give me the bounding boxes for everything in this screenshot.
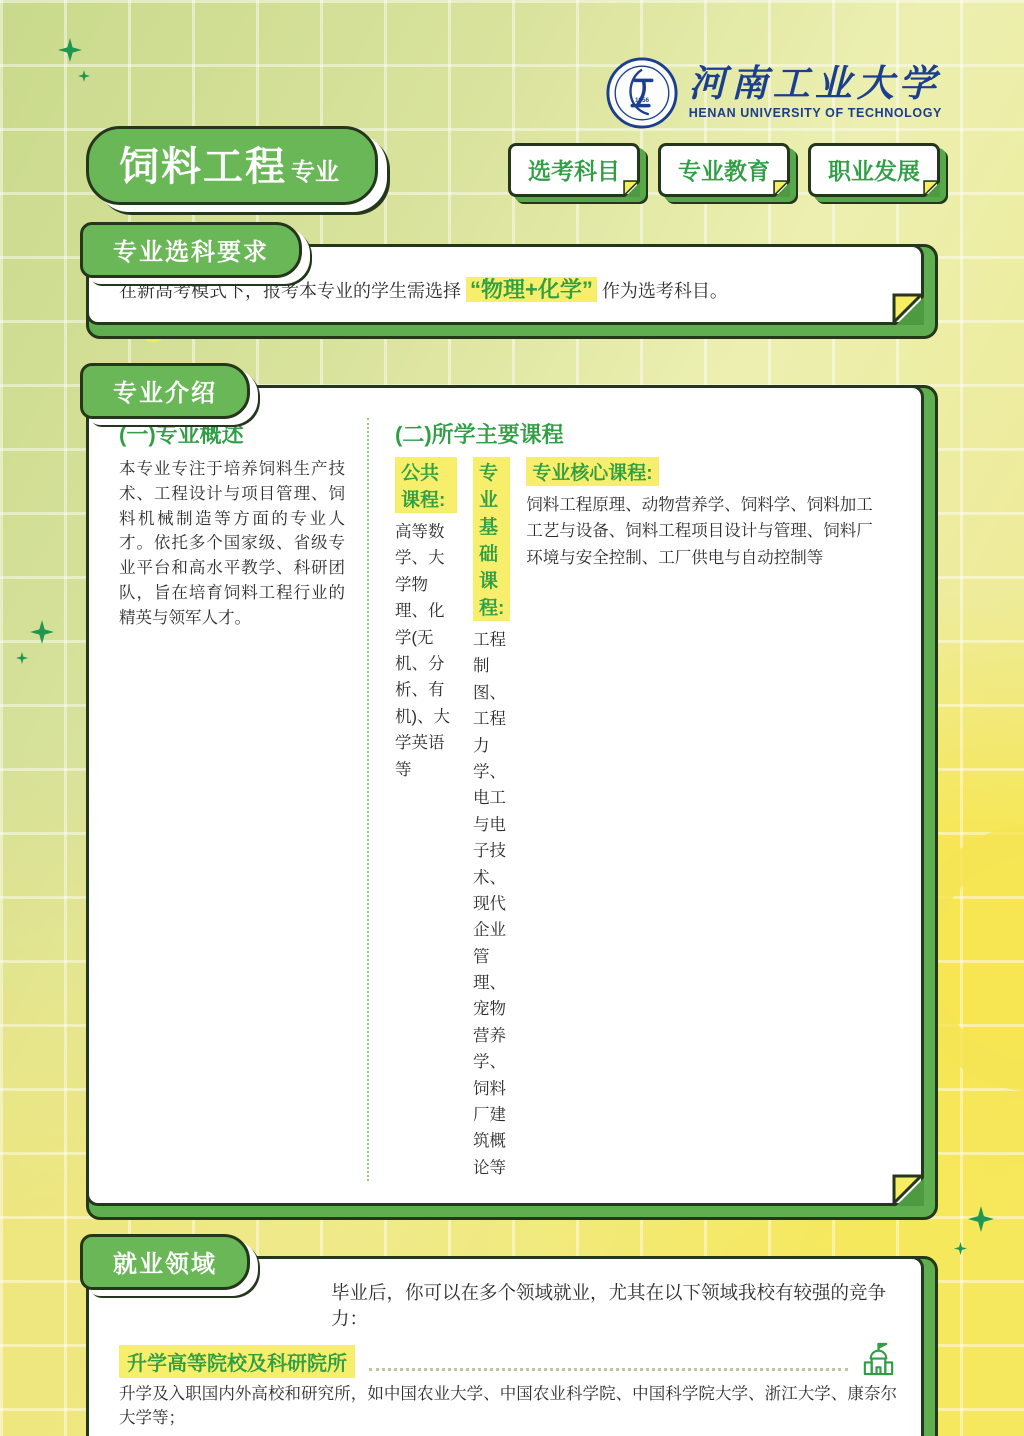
course-group-label: 专业核心课程: — [526, 457, 658, 486]
card-sheet — [86, 385, 924, 1206]
nav-button-label: 专业教育 — [678, 158, 770, 184]
major-title-suffix: 专业 — [291, 159, 339, 186]
employment-item-header — [119, 1341, 897, 1378]
section-subject-requirements — [86, 239, 938, 339]
university-logo-block — [605, 56, 942, 130]
course-group-label: 公共课程: — [395, 457, 457, 513]
folded-corner-icon — [892, 293, 924, 325]
dotted-leader — [369, 1368, 848, 1371]
overview-column — [119, 418, 369, 1181]
overview-text: 本专业专注于培养饲料生产技术、工程设计与项目管理、饲料机械制造等方面的专业人才。依托多个国家级、省级专业平台和高水平教学、科研团队，旨在培育饲料工程行业的精英与领军人才。 — [119, 460, 345, 627]
course-group — [395, 457, 473, 1181]
header — [0, 0, 1024, 210]
sparkle-icon — [968, 1206, 994, 1232]
sparkle-icon — [16, 652, 28, 664]
card — [86, 385, 938, 1220]
course-group-text: 工程制图、工程力学、电工与电子技术、现代企业管理、宠物营养学、饲料厂建筑概论等 — [472, 631, 506, 1177]
course-group — [526, 457, 895, 1181]
university-emblem-icon — [605, 56, 679, 130]
folded-corner-icon — [892, 1174, 924, 1206]
course-group — [473, 457, 526, 1181]
course-group-label: 专业基础课程: — [473, 457, 510, 621]
courses-title: (二)所学主要课程 — [395, 422, 564, 447]
section-major-introduction — [86, 380, 938, 1220]
section-employment-fields — [86, 1251, 938, 1436]
section-tab: 专业介绍 — [80, 363, 250, 419]
course-group-text: 高等数学、大学物理、化学(无机、分析、有机)、大学英语等 — [395, 523, 450, 779]
nav-button[interactable] — [658, 143, 790, 197]
folded-corner-icon — [773, 180, 790, 197]
header-nav — [508, 143, 940, 197]
folded-corner-icon — [623, 180, 640, 197]
nav-button-label: 职业发展 — [828, 158, 920, 184]
course-groups — [395, 457, 895, 1181]
major-title: 饲料工程 — [119, 145, 287, 189]
employment-item-title: 升学高等院校及科研院所 — [119, 1345, 355, 1378]
campus-building-icon — [860, 1341, 897, 1378]
requirement-text: 在新高考模式下，报考本专业的学生需选择 “物理+化学” 作为选考科目。 — [119, 277, 728, 302]
course-group-text: 饲料工程原理、动物营养学、饲料学、饲料加工工艺与设备、饲料工程项目设计与管理、饲料厂环境与安全控制、工厂供电与自动控制等 — [526, 496, 873, 567]
overview-title: (一)专业概述 — [119, 422, 244, 447]
university-name-en: HENAN UNIVERSITY OF TECHNOLOGY — [688, 106, 942, 121]
employment-item — [119, 1341, 897, 1431]
section-tab: 就业领域 — [80, 1234, 250, 1290]
employment-list — [119, 1341, 897, 1436]
svg-text:1956: 1956 — [634, 96, 649, 104]
page-title — [86, 126, 378, 205]
employment-item-desc: 升学及入职国内外高校和研究所，如中国农业大学、中国农业科学院、中国科学院大学、浙江大学、康奈尔大学等； — [119, 1385, 897, 1428]
courses-column — [369, 418, 895, 1181]
sparkle-icon — [954, 1242, 967, 1255]
nav-button[interactable] — [508, 143, 640, 197]
subjects-highlight: “物理+化学” — [466, 277, 597, 302]
sparkle-icon — [30, 620, 54, 644]
folded-corner-icon — [923, 180, 940, 197]
employment-intro: 毕业后，你可以在多个领域就业，尤其在以下领域我校有较强的竞争力： — [331, 1282, 887, 1330]
nav-button[interactable] — [808, 143, 940, 197]
university-name-cn: 河南工业大学 — [688, 63, 941, 105]
section-tab: 专业选科要求 — [80, 222, 302, 278]
nav-button-label: 选考科目 — [528, 158, 620, 184]
